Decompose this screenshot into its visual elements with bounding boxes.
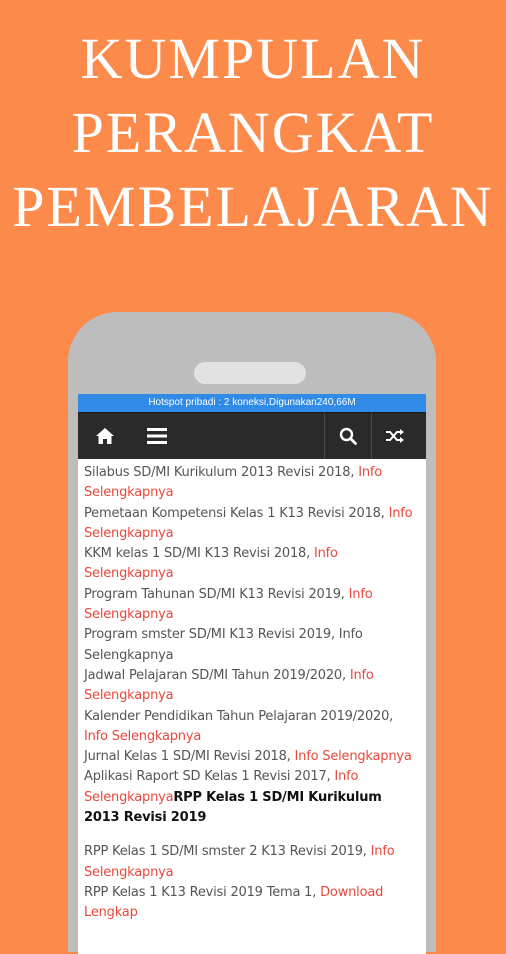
search-icon (339, 427, 357, 445)
download-link[interactable]: Download Lengkap (84, 884, 384, 921)
section-heading: RPP Kelas 1 SD/MI Kurikulum 2013 Revisi 2019 (84, 789, 382, 826)
list-item: Jadwal Pelajaran SD/MI Tahun 2019/2020, Info Selengkapnya (84, 667, 374, 704)
headline-line-2: PERANGKAT (71, 100, 435, 165)
phone-screen (78, 394, 426, 954)
article-content (78, 459, 426, 924)
list-item: Silabus SD/MI Kurikulum 2013 Revisi 2018, Info Selengkapnya (84, 465, 382, 501)
list-item: RPP Kelas 1 SD/MI smster 2 K13 Revisi 2019, Info Selengkapnya (84, 844, 395, 880)
info-link[interactable]: Info Selengkapnya (84, 769, 359, 805)
info-link[interactable]: Info Selengkapnya (84, 546, 338, 582)
info-link[interactable]: Info Selengkapnya (294, 749, 412, 765)
list-item: Kalender Pendidikan Tahun Pelajaran 2019/2020, Info Selengkapnya (84, 708, 394, 744)
app-toolbar (78, 412, 426, 459)
headline-line-3: PEMBELAJARAN (12, 174, 494, 239)
menu-button[interactable] (134, 413, 180, 459)
home-icon (95, 427, 115, 445)
list-item: Pemetaan Kompetensi Kelas 1 K13 Revisi 2018, Info Selengkapnya (84, 505, 413, 541)
promo-headline (0, 22, 506, 244)
info-link[interactable]: Info Selengkapnya (84, 465, 382, 501)
info-link[interactable]: Info Selengkapnya (84, 586, 373, 623)
shuffle-button[interactable] (372, 413, 418, 459)
list-item: Jurnal Kelas 1 SD/MI Revisi 2018, Info Selengkapnya (84, 749, 412, 765)
phone-mockup (68, 312, 436, 952)
info-link[interactable]: Info Selengkapnya (84, 728, 202, 744)
status-bar: Hotspot pribadi : 2 koneksi,Digunakan240,66M (78, 394, 426, 412)
home-button[interactable] (82, 413, 128, 459)
list-item: Program smster SD/MI K13 Revisi 2019, Info Selengkapnya (84, 627, 363, 663)
info-link[interactable]: Info Selengkapnya (84, 505, 413, 541)
list-item: Aplikasi Raport SD Kelas 1 Revisi 2017, Info SelengkapnyaRPP Kelas 1 SD/MI Kurikulum 2013 Revisi 2019 (84, 769, 382, 826)
spacer (84, 828, 420, 842)
headline-line-1: KUMPULAN (80, 26, 426, 91)
search-button[interactable] (325, 413, 371, 459)
menu-icon (147, 428, 167, 444)
list-item: Program Tahunan SD/MI K13 Revisi 2019, Info Selengkapnya (84, 586, 373, 623)
list-item: KKM kelas 1 SD/MI K13 Revisi 2018, Info Selengkapnya (84, 546, 338, 582)
list-item: RPP Kelas 1 K13 Revisi 2019 Tema 1, Download Lengkap (84, 884, 384, 921)
shuffle-icon (385, 428, 405, 444)
info-link[interactable]: Info Selengkapnya (84, 844, 395, 880)
phone-speaker (194, 362, 306, 384)
info-link[interactable]: Info Selengkapnya (84, 667, 374, 704)
